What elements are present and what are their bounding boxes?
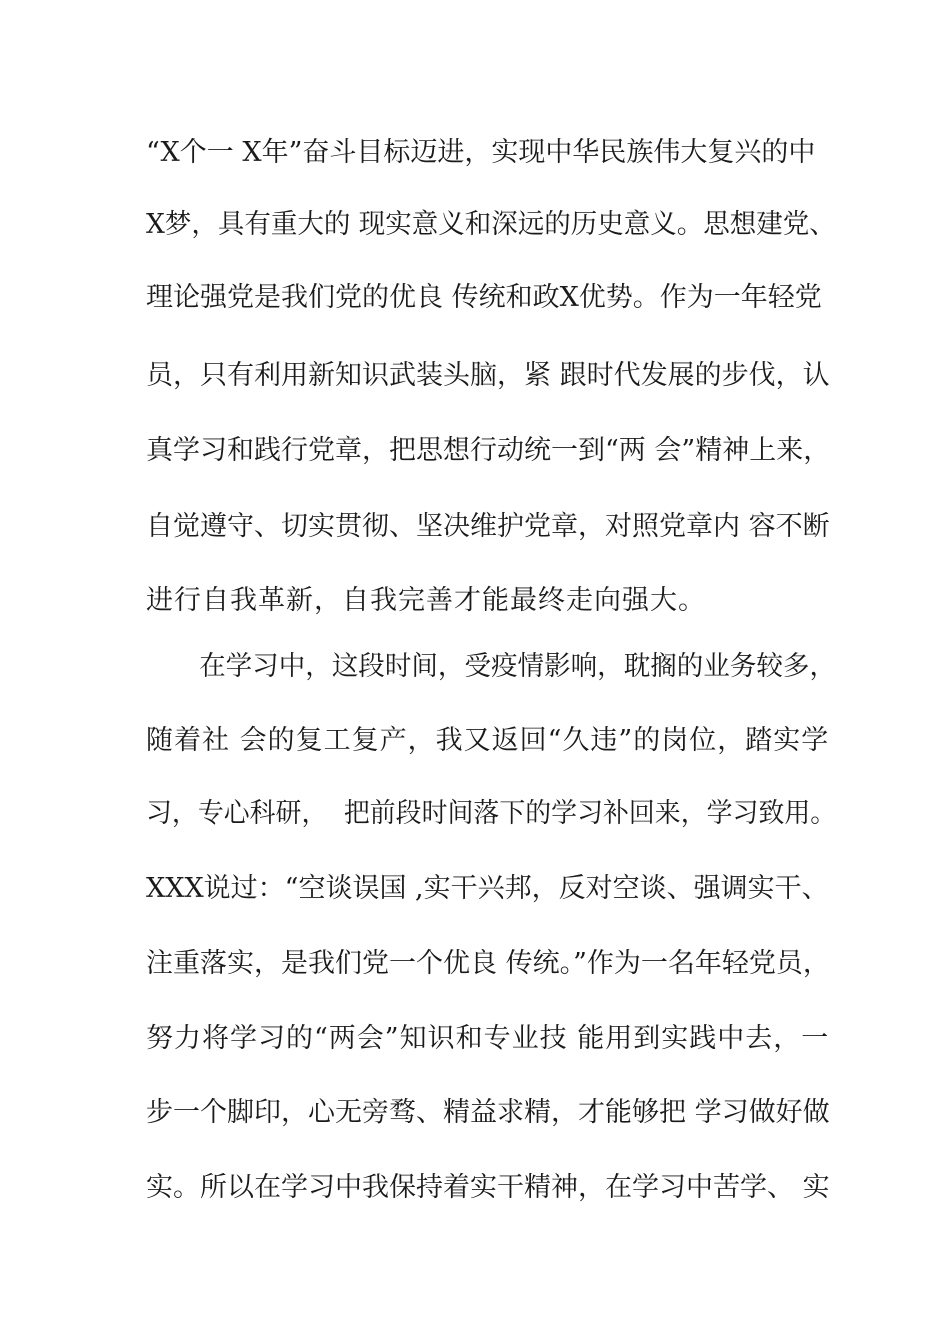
text-line: 真学习和践行党章，把思想行动统一到“两 会”精神上来， [146, 435, 831, 466]
text-line: 员，只有利用新知识武装头脑，紧 跟时代发展的步伐，认 [146, 360, 830, 391]
text-line: 理论强党是我们党的优良 传统和政X优势。作为一年轻党 [146, 282, 822, 313]
text-line: 实。所以在学习中我保持着实干精神，在学习中苦学、 实 [146, 1172, 830, 1203]
text-line: 努力将学习的“两会”知识和专业技 能用到实践中去，一 [146, 1023, 830, 1054]
text-line: 注重落实，是我们党一个优良 传统。”作为一名年轻党员， [146, 948, 830, 979]
text-line: 进行自我革新，自我完善才能最终走向强大。 [146, 585, 706, 616]
paragraph-first-line: 在学习中，这段时间，受疫情影响，耽搁的业务较多， [146, 651, 836, 682]
text-line: 习，专心科研， 把前段时间落下的学习补回来，学习致用。 [146, 798, 837, 829]
text-line: 步一个脚印，心无旁骛、精益求精，才能够把 学习做好做 [146, 1097, 830, 1128]
text-line: “X个一 X年”奋斗目标迈进，实现中华民族伟大复兴的中 [146, 137, 816, 168]
text-line: XXX说过：“空谈误国 ,实干兴邦，反对空谈、强调实干、 [146, 873, 829, 904]
text-line: 自觉遵守、切实贯彻、坚决维护党章，对照党章内 容不断 [146, 511, 830, 542]
text-line: X梦，具有重大的 现实意义和深远的历史意义。思想建党、 [146, 209, 836, 240]
text-line: 随着社 会的复工复产，我又返回“久违”的岗位，踏实学 [146, 725, 830, 756]
